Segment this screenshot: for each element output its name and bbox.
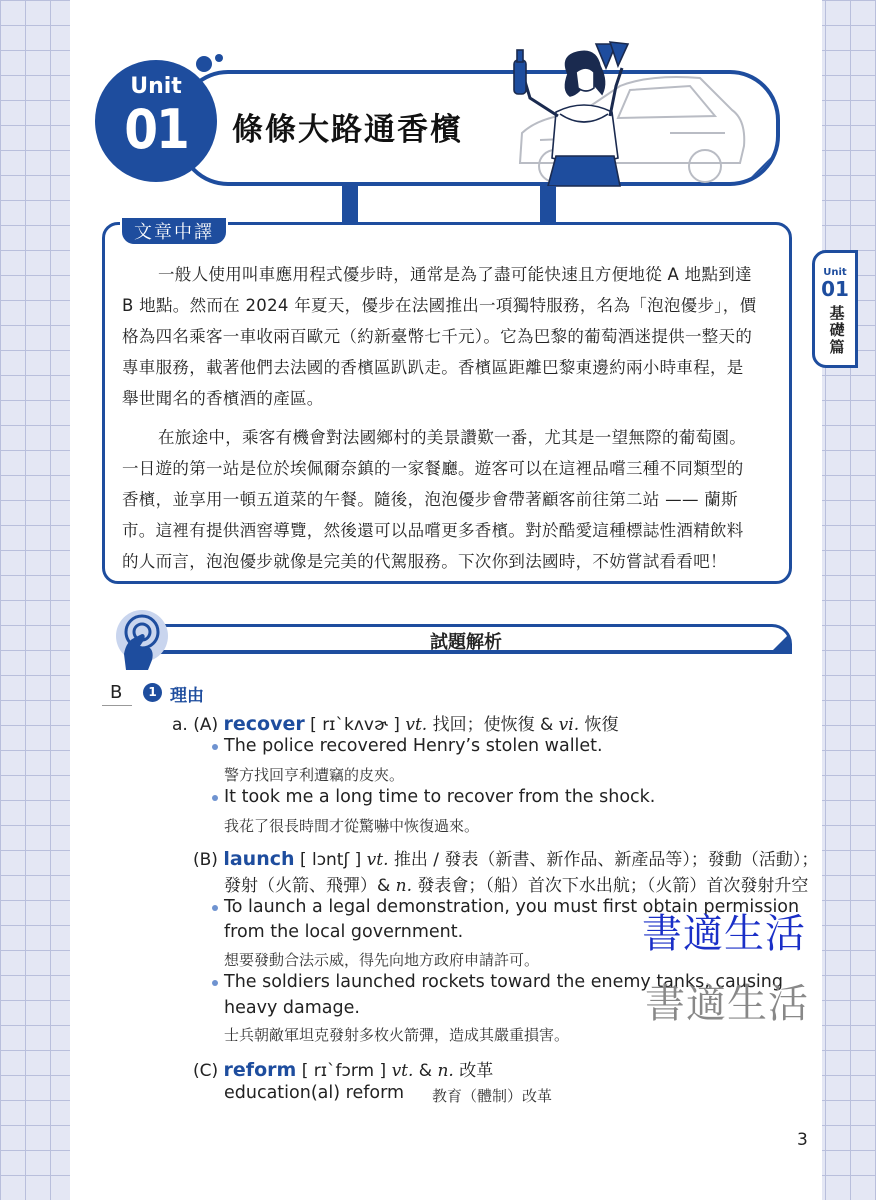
side-tab-unit-word: Unit — [823, 267, 847, 278]
banner-corner-triangle — [746, 152, 776, 182]
answer-underline — [102, 705, 132, 706]
unit-badge — [95, 60, 217, 182]
phonetic: [ rɪˋfɔrm ] — [301, 1061, 387, 1081]
article-paragraph-1 — [122, 259, 774, 414]
example-sentence-en: from the local government. — [224, 922, 464, 942]
side-chapter-tab — [812, 250, 858, 368]
unit-number: 01 — [124, 98, 188, 161]
example-sentence-en: The soldiers launched rockets toward the enemy tanks, causing — [224, 972, 783, 992]
vocab-entry-recover: a. (A) recover [ rɪˋkʌvɚ ] vt. 找回；使恢復 & vi. 恢復 — [172, 713, 619, 735]
phrase-en: education(al) reform — [224, 1083, 405, 1103]
paragraph-line: 格為四名乘客一車收兩百歐元（約新臺幣七千元）。它為巴黎的葡萄酒迷提供一整天的 — [122, 327, 753, 346]
paragraph-line: 一日遊的第一站是位於埃佩爾奈鎮的一家餐廳。遊客可以在這裡品嚐三種不同類型的 — [122, 459, 744, 478]
phrase-zh: 教育（體制）改革 — [432, 1087, 553, 1105]
paragraph-line: 舉世聞名的香檳酒的產區。 — [122, 389, 324, 408]
example-sentence-zh: 士兵朝敵軍坦克發射多枚火箭彈，造成其嚴重損害。 — [224, 1026, 570, 1044]
bullet-icon — [212, 980, 218, 986]
connector-left — [342, 186, 358, 224]
answer-letter: B — [110, 682, 123, 703]
example-sentence-en: It took me a long time to recover from the shock. — [224, 787, 656, 807]
article-label: 文章中譯 — [120, 216, 228, 246]
watermark-primary: 書適生活 — [642, 911, 806, 957]
example-sentence-en: To launch a legal demonstration, you must first obtain permission — [224, 897, 800, 917]
paragraph-line: 市。這裡有提供酒窖導覽，然後還可以品嚐更多香檳。對於酷愛這種標誌性酒精飲料 — [122, 521, 744, 540]
page-title: 條條大路通香檳 — [232, 112, 463, 148]
paragraph-line: 一般人使用叫車應用程式優步時，通常是為了盡可能快速且方便地從 A 地點到達 — [158, 265, 752, 284]
bullet-icon — [212, 905, 218, 911]
car-woman-champagne-illustration — [500, 38, 750, 188]
decor-dot-large — [196, 56, 212, 72]
paragraph-line: B 地點。然而在 2024 年夏天，優步在法國推出一項獨特服務，名為「泡泡優步」，價 — [122, 296, 757, 315]
decor-dot-small — [215, 54, 223, 62]
bullet-icon — [212, 795, 218, 801]
paragraph-line: 在旅途中，乘客有機會對法國鄉村的美景讚歎一番，尤其是一望無際的葡萄園。 — [158, 428, 746, 447]
example-sentence-en: heavy damage. — [224, 998, 360, 1018]
paragraph-line: 的人而言，泡泡優步就像是完美的代駕服務。下次你到法國時，不妨嘗試看看吧！ — [122, 552, 727, 571]
phonetic: [ rɪˋkʌvɚ ] — [310, 715, 400, 735]
phonetic: [ lɔntʃ ] — [299, 850, 362, 870]
paragraph-line: 專車服務，載著他們去法國的香檳區趴趴走。香檳區距離巴黎東邊約兩小時車程，是 — [122, 358, 744, 377]
analysis-title: 試題解析 — [430, 632, 502, 653]
example-sentence-zh: 我花了很長時間才從驚嚇中恢復過來。 — [224, 817, 480, 835]
paragraph-line: 香檳，並享用一頓五道菜的午餐。隨後，泡泡優步會帶著顧客前往第二站 —— 蘭斯 — [122, 490, 738, 509]
example-sentence-en: The police recovered Henry’s stolen wallet. — [224, 736, 603, 756]
side-tab-unit-number: 01 — [821, 277, 849, 301]
unit-word: Unit — [130, 74, 182, 99]
watermark-secondary: 書適生活 — [645, 981, 809, 1027]
example-sentence-zh: 警方找回亨利遭竊的皮夾。 — [224, 766, 405, 784]
vocab-word: reform — [223, 1059, 297, 1081]
vocab-entry-launch: (B) launch [ lɔntʃ ] vt. 推出 / 發表（新書、新作品、新產品等）；發動（活動）； — [193, 848, 819, 870]
reason-label: 理由 — [170, 686, 204, 706]
page-number: 3 — [797, 1130, 808, 1150]
bullet-icon — [212, 744, 218, 750]
reason-number-badge: 1 — [143, 683, 162, 702]
vocab-word: recover — [223, 713, 305, 735]
article-paragraph-2 — [122, 422, 774, 577]
example-sentence-zh: 想要發動合法示威，得先向地方政府申請許可。 — [224, 951, 540, 969]
vocab-word: launch — [223, 848, 295, 870]
side-tab-label: 基礎篇 — [829, 304, 845, 356]
vocab-definition-line: 發射（火箭、飛彈）& n. 發表會；（船）首次下水出航；（火箭）首次發射升空 — [224, 876, 809, 896]
connector-right — [540, 186, 556, 224]
vocab-entry-reform: (C) reform [ rɪˋfɔrm ] vt. & n. 改革 — [193, 1059, 494, 1081]
